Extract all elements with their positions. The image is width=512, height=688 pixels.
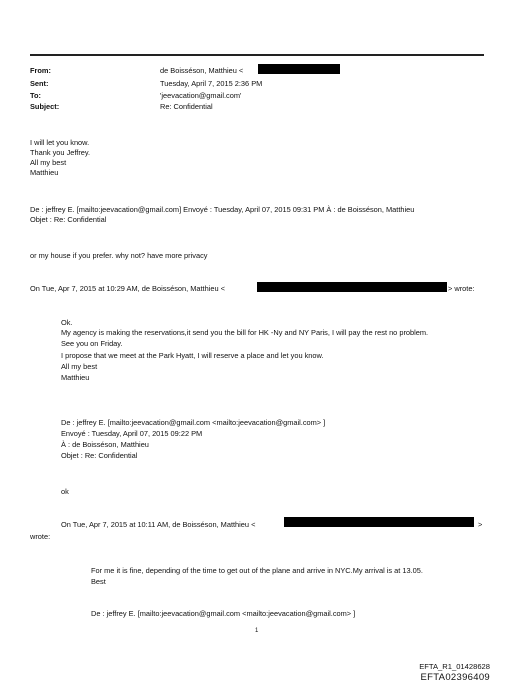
from-value: de Boisséson, Matthieu < — [160, 66, 244, 75]
sent-label: Sent: — [30, 79, 49, 88]
reply1-line: I will let you know. — [30, 138, 90, 147]
message-line: See you on Friday. — [61, 339, 123, 348]
message-line: Ok. — [61, 318, 73, 327]
message-text: or my house if you prefer. why not? have more privacy — [30, 251, 208, 260]
message-line: For me it is fine, depending of the time to get out of the plane and arrive in NYC.My arrival is at 13.05. — [91, 566, 423, 575]
forward2-line: De : jeffrey E. [mailto:jeevacation@gmail.com <mailto:jeevacation@gmail.com> ] — [61, 418, 326, 427]
message-line: Best — [91, 577, 106, 586]
sent-value: Tuesday, April 7, 2015 2:36 PM — [160, 79, 263, 88]
quote-suffix: > wrote: — [448, 284, 475, 293]
subject-label: Subject: — [30, 102, 60, 111]
forward1-line: Objet : Re: Confidential — [30, 215, 107, 224]
redaction-box — [284, 517, 474, 527]
message-line: I propose that we meet at the Park Hyatt, I will reserve a place and let you know. — [61, 351, 324, 360]
forward1-line: De : jeffrey E. [mailto:jeevacation@gmail.com] Envoyé : Tuesday, April 07, 2015 09:31 PM À : de Boisséson, Matthieu — [30, 205, 415, 214]
redaction-box — [258, 64, 340, 74]
header-rule — [30, 54, 484, 56]
message-text: ok — [61, 487, 69, 496]
bates-number-primary: EFTA_R1_01428628 — [419, 662, 490, 671]
message-line: My agency is making the reservations,it send you the bill for HK -Ny and NY Paris, I will pay the rest no problem. — [61, 328, 429, 337]
reply1-line: Matthieu — [30, 168, 59, 177]
bates-number-secondary: EFTA02396409 — [420, 672, 490, 683]
from-label: From: — [30, 66, 51, 75]
quote-suffix: > — [478, 520, 483, 529]
page-number: 1 — [255, 628, 259, 634]
forward2-line: Envoyé : Tuesday, April 07, 2015 09:22 PM — [61, 429, 203, 438]
quote-line: On Tue, Apr 7, 2015 at 10:11 AM, de Boisséson, Matthieu < — [61, 520, 256, 529]
forward2-line: À : de Boisséson, Matthieu — [61, 440, 149, 449]
forward2-line: Objet : Re: Confidential — [61, 451, 138, 460]
subject-value: Re: Confidential — [160, 102, 213, 111]
reply1-line: Thank you Jeffrey. — [30, 148, 91, 157]
reply1-line: All my best — [30, 158, 67, 167]
quote-line: On Tue, Apr 7, 2015 at 10:29 AM, de Boisséson, Matthieu < — [30, 284, 225, 293]
redaction-box — [257, 282, 447, 292]
forward3-line: De : jeffrey E. [mailto:jeevacation@gmail.com <mailto:jeevacation@gmail.com> ] — [91, 609, 356, 618]
quote-wrote: wrote: — [30, 532, 51, 541]
to-label: To: — [30, 91, 41, 100]
message-line: All my best — [61, 362, 98, 371]
to-value: 'jeevacation@gmail.com' — [160, 91, 242, 100]
message-line: Matthieu — [61, 373, 90, 382]
